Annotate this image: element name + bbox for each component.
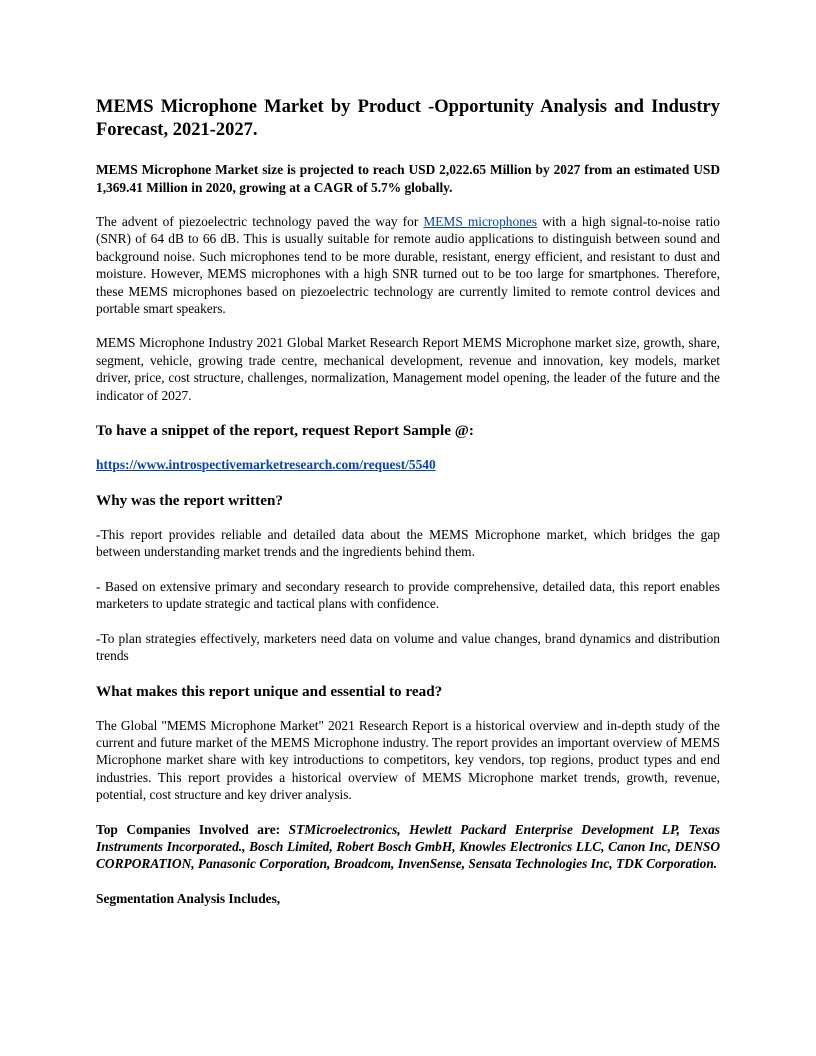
top-companies-list: STMicroelectronics, Hewlett Packard Enterprise Development LP, Texas Instruments Incorporated., Bosch Limited, Robert Bosch GmbH, Knowles Electronics LLC, Canon Inc, DENSO CORPORATION, Panasonic Corporation, Broadcom, InvenSense, Sensata Technologies Inc, TDK Corporation. — [96, 821, 721, 872]
document-title: MEMS Microphone Market by Product -Opportunity Analysis and Industry Forecast, 2021-2027. — [96, 97, 720, 140]
why-heading: Why was the report written? — [96, 492, 284, 510]
sample-request-link[interactable]: https://www.introspectivemarketresearch.com/request/5540 — [96, 457, 436, 473]
why-point: -This report provides reliable and detailed data about the MEMS Microphone market, which bridges the gap between understanding market trends and the ingredients behind them. — [96, 527, 720, 560]
segmentation-heading: Segmentation Analysis Includes, — [96, 890, 281, 906]
unique-paragraph: The Global "MEMS Microphone Market" 2021 Research Report is a historical overview and in-depth study of the current and future market of the MEMS Microphone industry. The report provides an important overview of MEMS Microphone market share with key introductions to competitors, key vendors, top regions, product types and end industries. This report provides a historical overview of MEMS Microphone market trends, growth, revenue, potential, cost structure and key driver analysis. — [96, 717, 720, 803]
lead-summary: MEMS Microphone Market size is projected to reach USD 2,022.65 Million by 2027 from an estimated USD 1,369.41 Million in 2020, growing at a CAGR of 5.7% globally. — [96, 162, 720, 195]
industry-paragraph: MEMS Microphone Industry 2021 Global Market Research Report MEMS Microphone market size, growth, share, segment, vehicle, growing trade centre, mechanical development, revenue and innovation, key models, market driver, price, cost structure, challenges, normalization, Management model opening, the leader of the future and the indicator of 2027. — [96, 335, 720, 403]
intro-text-start: The advent of piezoelectric technology paved the way for — [96, 214, 424, 229]
top-companies — [96, 821, 720, 873]
why-point: - Based on extensive primary and secondary research to provide comprehensive, detailed data, this report enables marketers to update strategic and tactical plans with confidence. — [96, 578, 720, 612]
top-companies-label: Top Companies Involved are: — [96, 821, 289, 837]
intro-text-end: with a high signal-to-noise ratio (SNR) of 64 dB to 66 dB. This is usually suitable for remote audio applications to distinguish between sound and background noise. Such microphones tend to be more durable, resistant, energy efficient, and resistant to dust and moisture. However, MEMS microphones with a high SNR turned out to be too large for smartphones. Therefore, these MEMS microphones based on piezoelectric technology are currently limited to remote control devices and portable smart speakers. — [96, 214, 720, 317]
mems-microphones-link[interactable]: MEMS microphones — [423, 214, 538, 229]
sample-heading: To have a snippet of the report, request Report Sample @: — [96, 422, 474, 440]
document-page — [96, 96, 720, 907]
why-point: -To plan strategies effectively, marketers need data on volume and value changes, brand dynamics and distribution trends — [96, 630, 720, 664]
unique-heading: What makes this report unique and essential to read? — [96, 682, 443, 700]
intro-paragraph — [96, 213, 720, 317]
sample-url-line — [96, 456, 720, 473]
